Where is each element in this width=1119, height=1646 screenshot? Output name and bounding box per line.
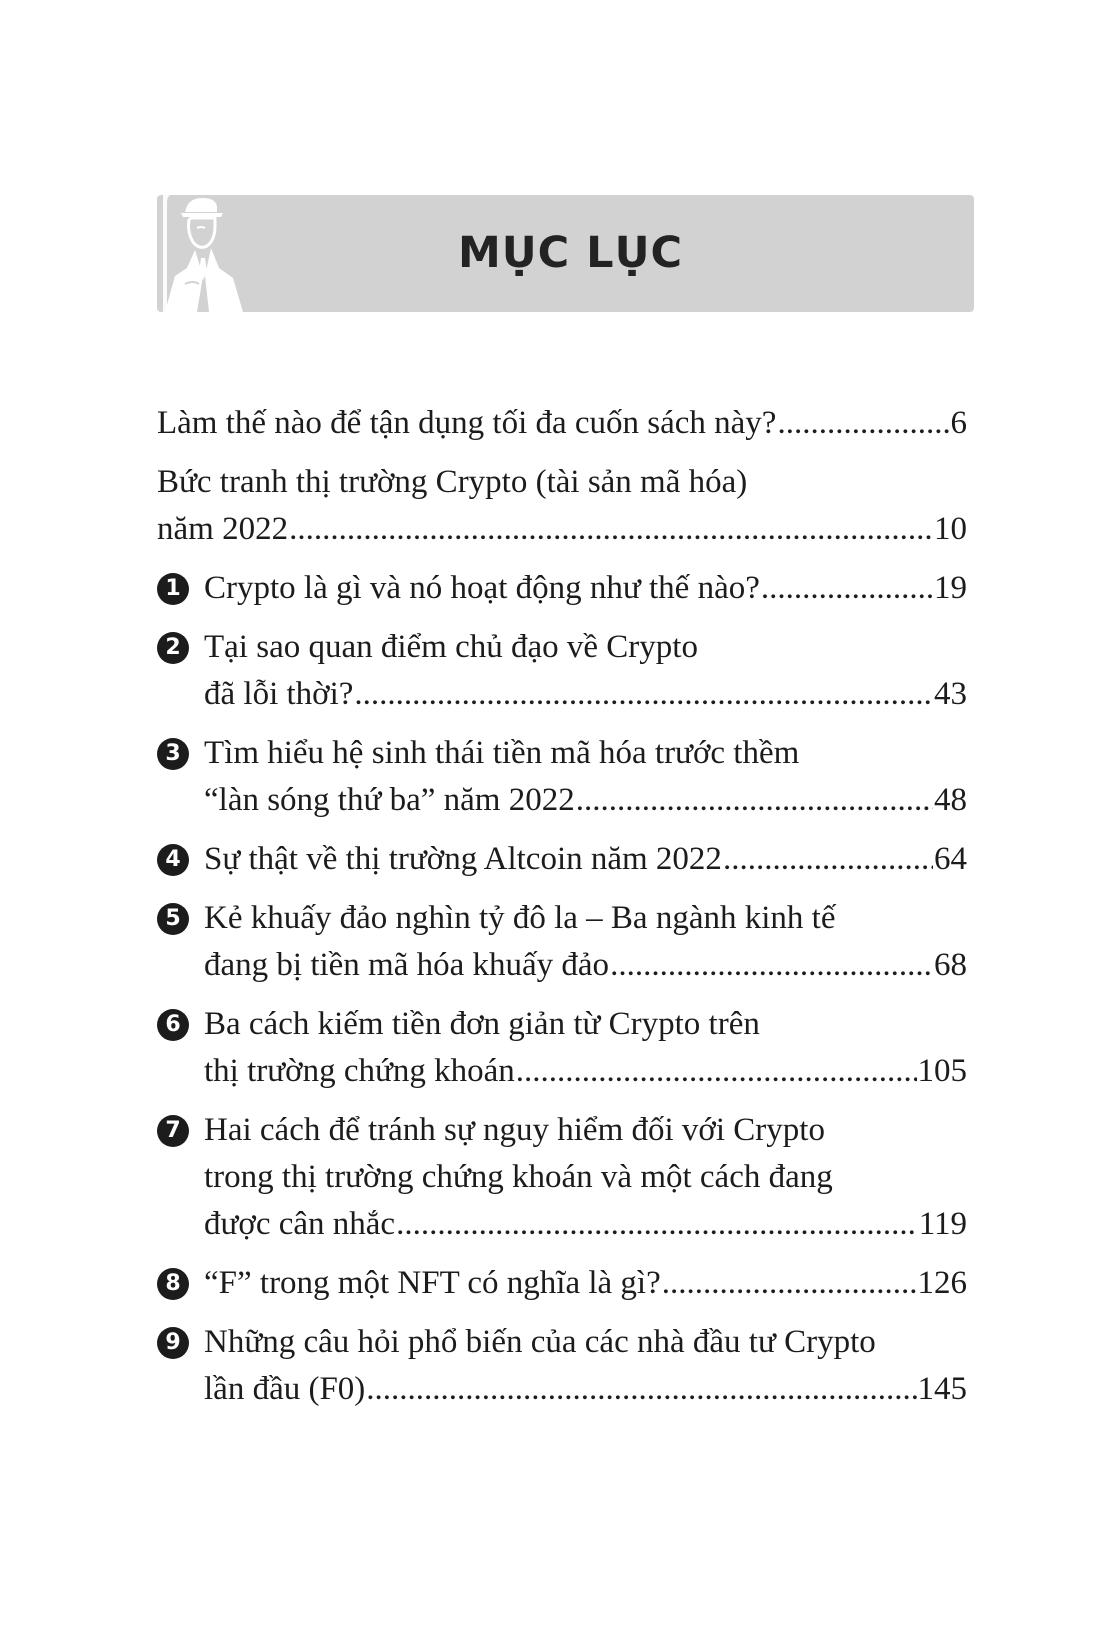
page-title: MỤC LỤC [457,228,684,278]
toc-entry-final-line [204,836,967,883]
page-number: 48 [934,782,967,818]
toc-entry-title-line: Tìm hiểu hệ sinh thái tiền mã hóa trước thềm [204,735,800,771]
toc-entry[interactable] [157,730,967,824]
toc-entry-final-line [204,1260,967,1307]
toc-entry-title-line: Tại sao quan điểm chủ đạo về Crypto [204,629,698,665]
chapter-number-badge: 2 [157,632,189,664]
toc-entry-final-line [204,777,967,824]
toc-entry-final-line [204,1201,967,1248]
chapter-number-badge: 4 [157,844,189,876]
page-number: 43 [934,676,967,712]
toc-entry[interactable] [157,1260,967,1307]
toc-entry-title-line: trong thị trường chứng khoán và một cách đang [204,1159,833,1195]
toc-entry-final-line [204,565,967,612]
toc-entry-final-line [204,1366,967,1413]
toc-entry-title-line: “làn sóng thứ ba” năm 2022 [204,782,575,818]
toc-entry-title-line: thị trường chứng khoán [204,1053,515,1089]
chapter-number-badge: 8 [157,1268,189,1300]
toc-entry-title-line: đã lỗi thời? [204,676,354,712]
toc-entry-title-line: Ba cách kiếm tiền đơn giản từ Crypto trên [204,1006,760,1042]
dot-leader [289,506,933,553]
toc-entry[interactable] [157,836,967,883]
dot-leader [396,1201,918,1248]
chapter-number-badge: 7 [157,1115,189,1147]
toc-entry[interactable] [157,1001,967,1095]
page-number: 145 [917,1371,967,1407]
page-number: 6 [950,405,967,441]
page-number: 68 [934,947,967,983]
toc-entry-title-line: Bức tranh thị trường Crypto (tài sản mã hóa) [157,464,748,500]
page-number: 10 [934,511,967,547]
page-number: 19 [934,570,967,606]
toc-entry[interactable] [157,895,967,989]
toc-entry-title-line: Kẻ khuấy đảo nghìn tỷ đô la – Ba ngành kinh tế [204,900,836,936]
toc-entry-title-line: Crypto là gì và nó hoạt động như thế nào? [204,570,760,606]
dot-leader [777,400,949,447]
chapter-number-badge: 1 [157,573,189,605]
toc-entry-title-line: Làm thế nào để tận dụng tối đa cuốn sách này? [157,405,777,441]
dot-leader [576,777,933,824]
toc-entry-title-line: “F” trong một NFT có nghĩa là gì? [204,1265,661,1301]
page-number: 126 [917,1265,967,1301]
dot-leader [610,942,933,989]
toc-entry-title-line: Hai cách để tránh sự nguy hiểm đối với Crypto [204,1112,825,1148]
toc-entry[interactable] [157,1319,967,1413]
table-of-contents [157,400,967,1425]
toc-entry[interactable] [157,1107,967,1248]
chapter-number-badge: 9 [157,1327,189,1359]
toc-entry-title-line: Những câu hỏi phổ biến của các nhà đầu tư Crypto [204,1324,876,1360]
toc-entry-final-line [204,1048,967,1095]
toc-entry-title-line: được cân nhắc [204,1206,396,1242]
toc-entry[interactable] [157,565,967,612]
toc-entry-final-line [204,671,967,718]
toc-entry-title-line: đang bị tiền mã hóa khuấy đảo [204,947,610,983]
dot-leader [516,1048,917,1095]
dot-leader [761,565,933,612]
toc-entry-title-line: năm 2022 [157,511,289,547]
toc-entry-title-line: lần đầu (F0) [204,1371,366,1407]
toc-entry-title-line: Sự thật về thị trường Altcoin năm 2022 [204,841,722,877]
page-number: 64 [934,841,967,877]
dot-leader [366,1366,916,1413]
dot-leader [354,671,933,718]
toc-entry-final-line [157,506,967,553]
dot-leader [662,1260,917,1307]
page-number: 119 [918,1206,967,1242]
toc-entry[interactable] [157,459,967,553]
page-number: 105 [917,1053,967,1089]
toc-entry[interactable] [157,624,967,718]
toc-entry-final-line [157,400,967,447]
chapter-number-badge: 6 [157,1009,189,1041]
toc-entry[interactable] [157,400,967,447]
chapter-number-badge: 5 [157,903,189,935]
dot-leader [723,836,933,883]
toc-entry-final-line [204,942,967,989]
chapter-number-badge: 3 [157,738,189,770]
